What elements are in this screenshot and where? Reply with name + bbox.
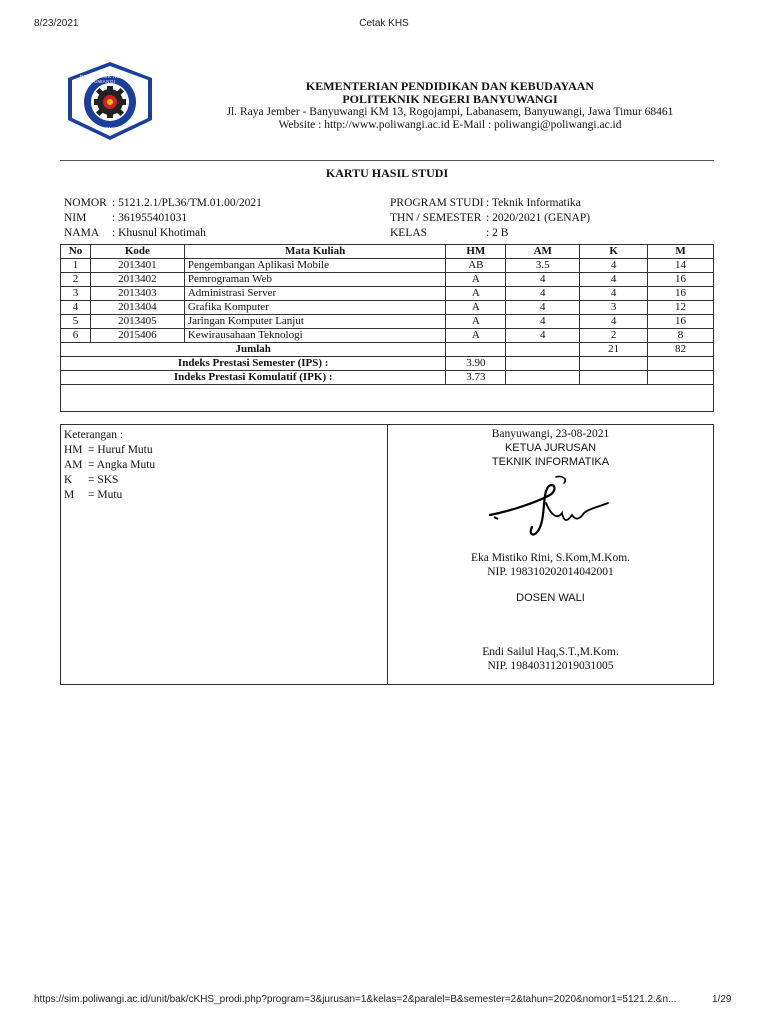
cell-k: 2 <box>580 329 648 343</box>
ips-empty-k <box>580 357 648 371</box>
table-row <box>61 315 714 329</box>
jumlah-label: Jumlah <box>61 343 446 357</box>
cell-kode: 2013404 <box>90 301 184 315</box>
student-info-right <box>390 196 590 241</box>
list-item <box>64 473 155 488</box>
logo-text-top: POLITEKNIK NEGERI BANYUWANGI <box>80 74 134 84</box>
cell-kode: 2015406 <box>90 329 184 343</box>
cell-no: 6 <box>61 329 91 343</box>
legend-meaning: = Huruf Mutu <box>88 444 153 456</box>
cell-hm: A <box>446 287 506 301</box>
cell-kode: 2013403 <box>90 287 184 301</box>
cell-mata-kuliah: Administrasi Server <box>184 287 446 301</box>
cell-mata-kuliah: Pemrograman Web <box>184 273 446 287</box>
jumlah-am <box>506 343 580 357</box>
notes-signature-box <box>60 424 714 685</box>
col-header-am: AM <box>506 245 580 259</box>
cell-kode: 2013401 <box>90 259 184 273</box>
cell-am: 4 <box>506 329 580 343</box>
cell-m: 12 <box>648 301 714 315</box>
legend-meaning: = Mutu <box>88 489 123 501</box>
legend-meaning: = SKS <box>88 474 119 486</box>
poliwangi-logo <box>64 60 156 142</box>
ipk-empty-k <box>580 371 648 385</box>
ipk-label: Indeks Prestasi Komulatif (IPK) : <box>61 371 446 385</box>
nama-value: : Khusnul Khotimah <box>112 227 206 239</box>
role-ketua-jurusan: KETUA JURUSAN <box>504 442 597 454</box>
ipk-empty-am <box>506 371 580 385</box>
nomor-label: NOMOR <box>64 197 107 209</box>
header-divider <box>60 160 714 161</box>
legend-code: AM <box>64 459 83 471</box>
institution-address: Jl. Raya Jember - Banyuwangi KM 13, Rogojampi, Labanasem, Banyuwangi, Jawa Timur 68461 <box>226 106 674 118</box>
cell-hm: A <box>446 315 506 329</box>
cell-k: 3 <box>580 301 648 315</box>
signature-panel <box>388 427 713 673</box>
table-row <box>61 301 714 315</box>
cell-no: 3 <box>61 287 91 301</box>
prodi-label: PROGRAM STUDI <box>390 197 484 209</box>
role-department: TEKNIK INFORMATIKA <box>491 456 610 468</box>
footer-page-number: 1/29 <box>712 994 732 1005</box>
role-dosen-wali: DOSEN WALI <box>516 592 585 604</box>
institution-name: POLITEKNIK NEGERI BANYUWANGI <box>342 92 558 106</box>
cell-mata-kuliah: Jaringan Komputer Lanjut <box>184 315 446 329</box>
cell-m: 16 <box>648 287 714 301</box>
cell-m: 16 <box>648 315 714 329</box>
cell-k: 4 <box>580 287 648 301</box>
ministry-name: KEMENTERIAN PENDIDIKAN DAN KEBUDAYAAN <box>305 79 595 93</box>
keterangan-title: Keterangan : <box>64 429 124 441</box>
jumlah-row <box>61 343 714 357</box>
cell-k: 4 <box>580 315 648 329</box>
cell-mata-kuliah: Grafika Komputer <box>184 301 446 315</box>
legend-code: K <box>64 474 73 486</box>
jumlah-m: 82 <box>648 343 714 357</box>
nim-label: NIM <box>64 212 87 224</box>
dosen-nip: NIP. 198403112019031005 <box>487 660 614 672</box>
thn-label: THN / SEMESTER <box>390 212 482 224</box>
ips-value: 3.90 <box>446 357 506 371</box>
ips-empty-m <box>648 357 714 371</box>
cell-kode: 2013402 <box>90 273 184 287</box>
keterangan-list <box>64 428 155 503</box>
col-header-kode: Kode <box>90 245 184 259</box>
ipk-row <box>61 371 714 385</box>
spacer-cell <box>61 385 714 412</box>
list-item <box>64 488 155 503</box>
cell-am: 3.5 <box>506 259 580 273</box>
ips-empty-am <box>506 357 580 371</box>
logo-text-bottom: POLIWANGI <box>97 126 123 131</box>
grades-header-row <box>61 245 714 259</box>
cell-am: 4 <box>506 315 580 329</box>
cell-no: 2 <box>61 273 91 287</box>
keterangan-panel <box>61 425 388 684</box>
cell-no: 5 <box>61 315 91 329</box>
handwritten-signature <box>388 469 713 543</box>
cell-k: 4 <box>580 259 648 273</box>
cell-hm: A <box>446 301 506 315</box>
ips-row <box>61 357 714 371</box>
cell-kode: 2013405 <box>90 315 184 329</box>
col-header-mata-kuliah: Mata Kuliah <box>184 245 446 259</box>
table-row <box>61 329 714 343</box>
legend-code: M <box>64 489 75 501</box>
cell-am: 4 <box>506 287 580 301</box>
col-header-hm: HM <box>446 245 506 259</box>
cell-k: 4 <box>580 273 648 287</box>
cell-m: 16 <box>648 273 714 287</box>
list-item <box>64 443 155 458</box>
institution-contact: Website : http://www.poliwangi.ac.id E-Mail : poliwangi@poliwangi.ac.id <box>278 119 622 131</box>
col-header-m: M <box>648 245 714 259</box>
cell-mata-kuliah: Kewirausahaan Teknologi <box>184 329 446 343</box>
cell-hm: AB <box>446 259 506 273</box>
print-title: Cetak KHS <box>359 18 409 29</box>
legend-meaning: = Angka Mutu <box>88 459 156 471</box>
ipk-empty-m <box>648 371 714 385</box>
ketua-name: Eka Mistiko Rini, S.Kom,M.Kom. <box>470 552 631 564</box>
ips-label: Indeks Prestasi Semester (IPS) : <box>61 357 446 371</box>
legend-code: HM <box>64 444 83 456</box>
jumlah-k: 21 <box>580 343 648 357</box>
kelas-value: : 2 B <box>486 227 509 239</box>
cell-mata-kuliah: Pengembangan Aplikasi Mobile <box>184 259 446 273</box>
place-date: Banyuwangi, 23-08-2021 <box>491 428 610 440</box>
cell-hm: A <box>446 329 506 343</box>
spacer-row <box>61 385 714 412</box>
list-item <box>64 458 155 473</box>
prodi-value: : Teknik Informatika <box>486 197 581 209</box>
footer-url: https://sim.poliwangi.ac.id/unit/bak/cKHS_prodi.php?program=3&jurusan=1&kelas=2&paralel=B&semester=2&tahun=2020&nomor1=5121.2.&n... <box>34 994 677 1005</box>
cell-no: 4 <box>61 301 91 315</box>
grades-table <box>60 244 714 412</box>
table-row <box>61 259 714 273</box>
cell-hm: A <box>446 273 506 287</box>
cell-am: 4 <box>506 301 580 315</box>
cell-m: 8 <box>648 329 714 343</box>
student-info-left <box>64 196 262 241</box>
ipk-value: 3.73 <box>446 371 506 385</box>
nama-label: NAMA <box>64 227 100 239</box>
table-row <box>61 287 714 301</box>
ketua-nip: NIP. 198310202014042001 <box>487 566 614 578</box>
institution-header <box>190 80 710 132</box>
nomor-value: : 5121.2.1/PL36/TM.01.00/2021 <box>112 197 262 209</box>
cell-am: 4 <box>506 273 580 287</box>
dosen-name: Endi Sailul Haq,S.T.,M.Kom. <box>482 646 619 658</box>
jumlah-hm <box>446 343 506 357</box>
document-title: KARTU HASIL STUDI <box>325 166 449 180</box>
cell-m: 14 <box>648 259 714 273</box>
col-header-no: No <box>61 245 91 259</box>
kelas-label: KELAS <box>390 227 428 239</box>
col-header-k: K <box>580 245 648 259</box>
nim-value: : 361955401031 <box>112 212 188 224</box>
table-row <box>61 273 714 287</box>
cell-no: 1 <box>61 259 91 273</box>
print-date: 8/23/2021 <box>34 18 79 29</box>
thn-value: : 2020/2021 (GENAP) <box>486 212 591 224</box>
